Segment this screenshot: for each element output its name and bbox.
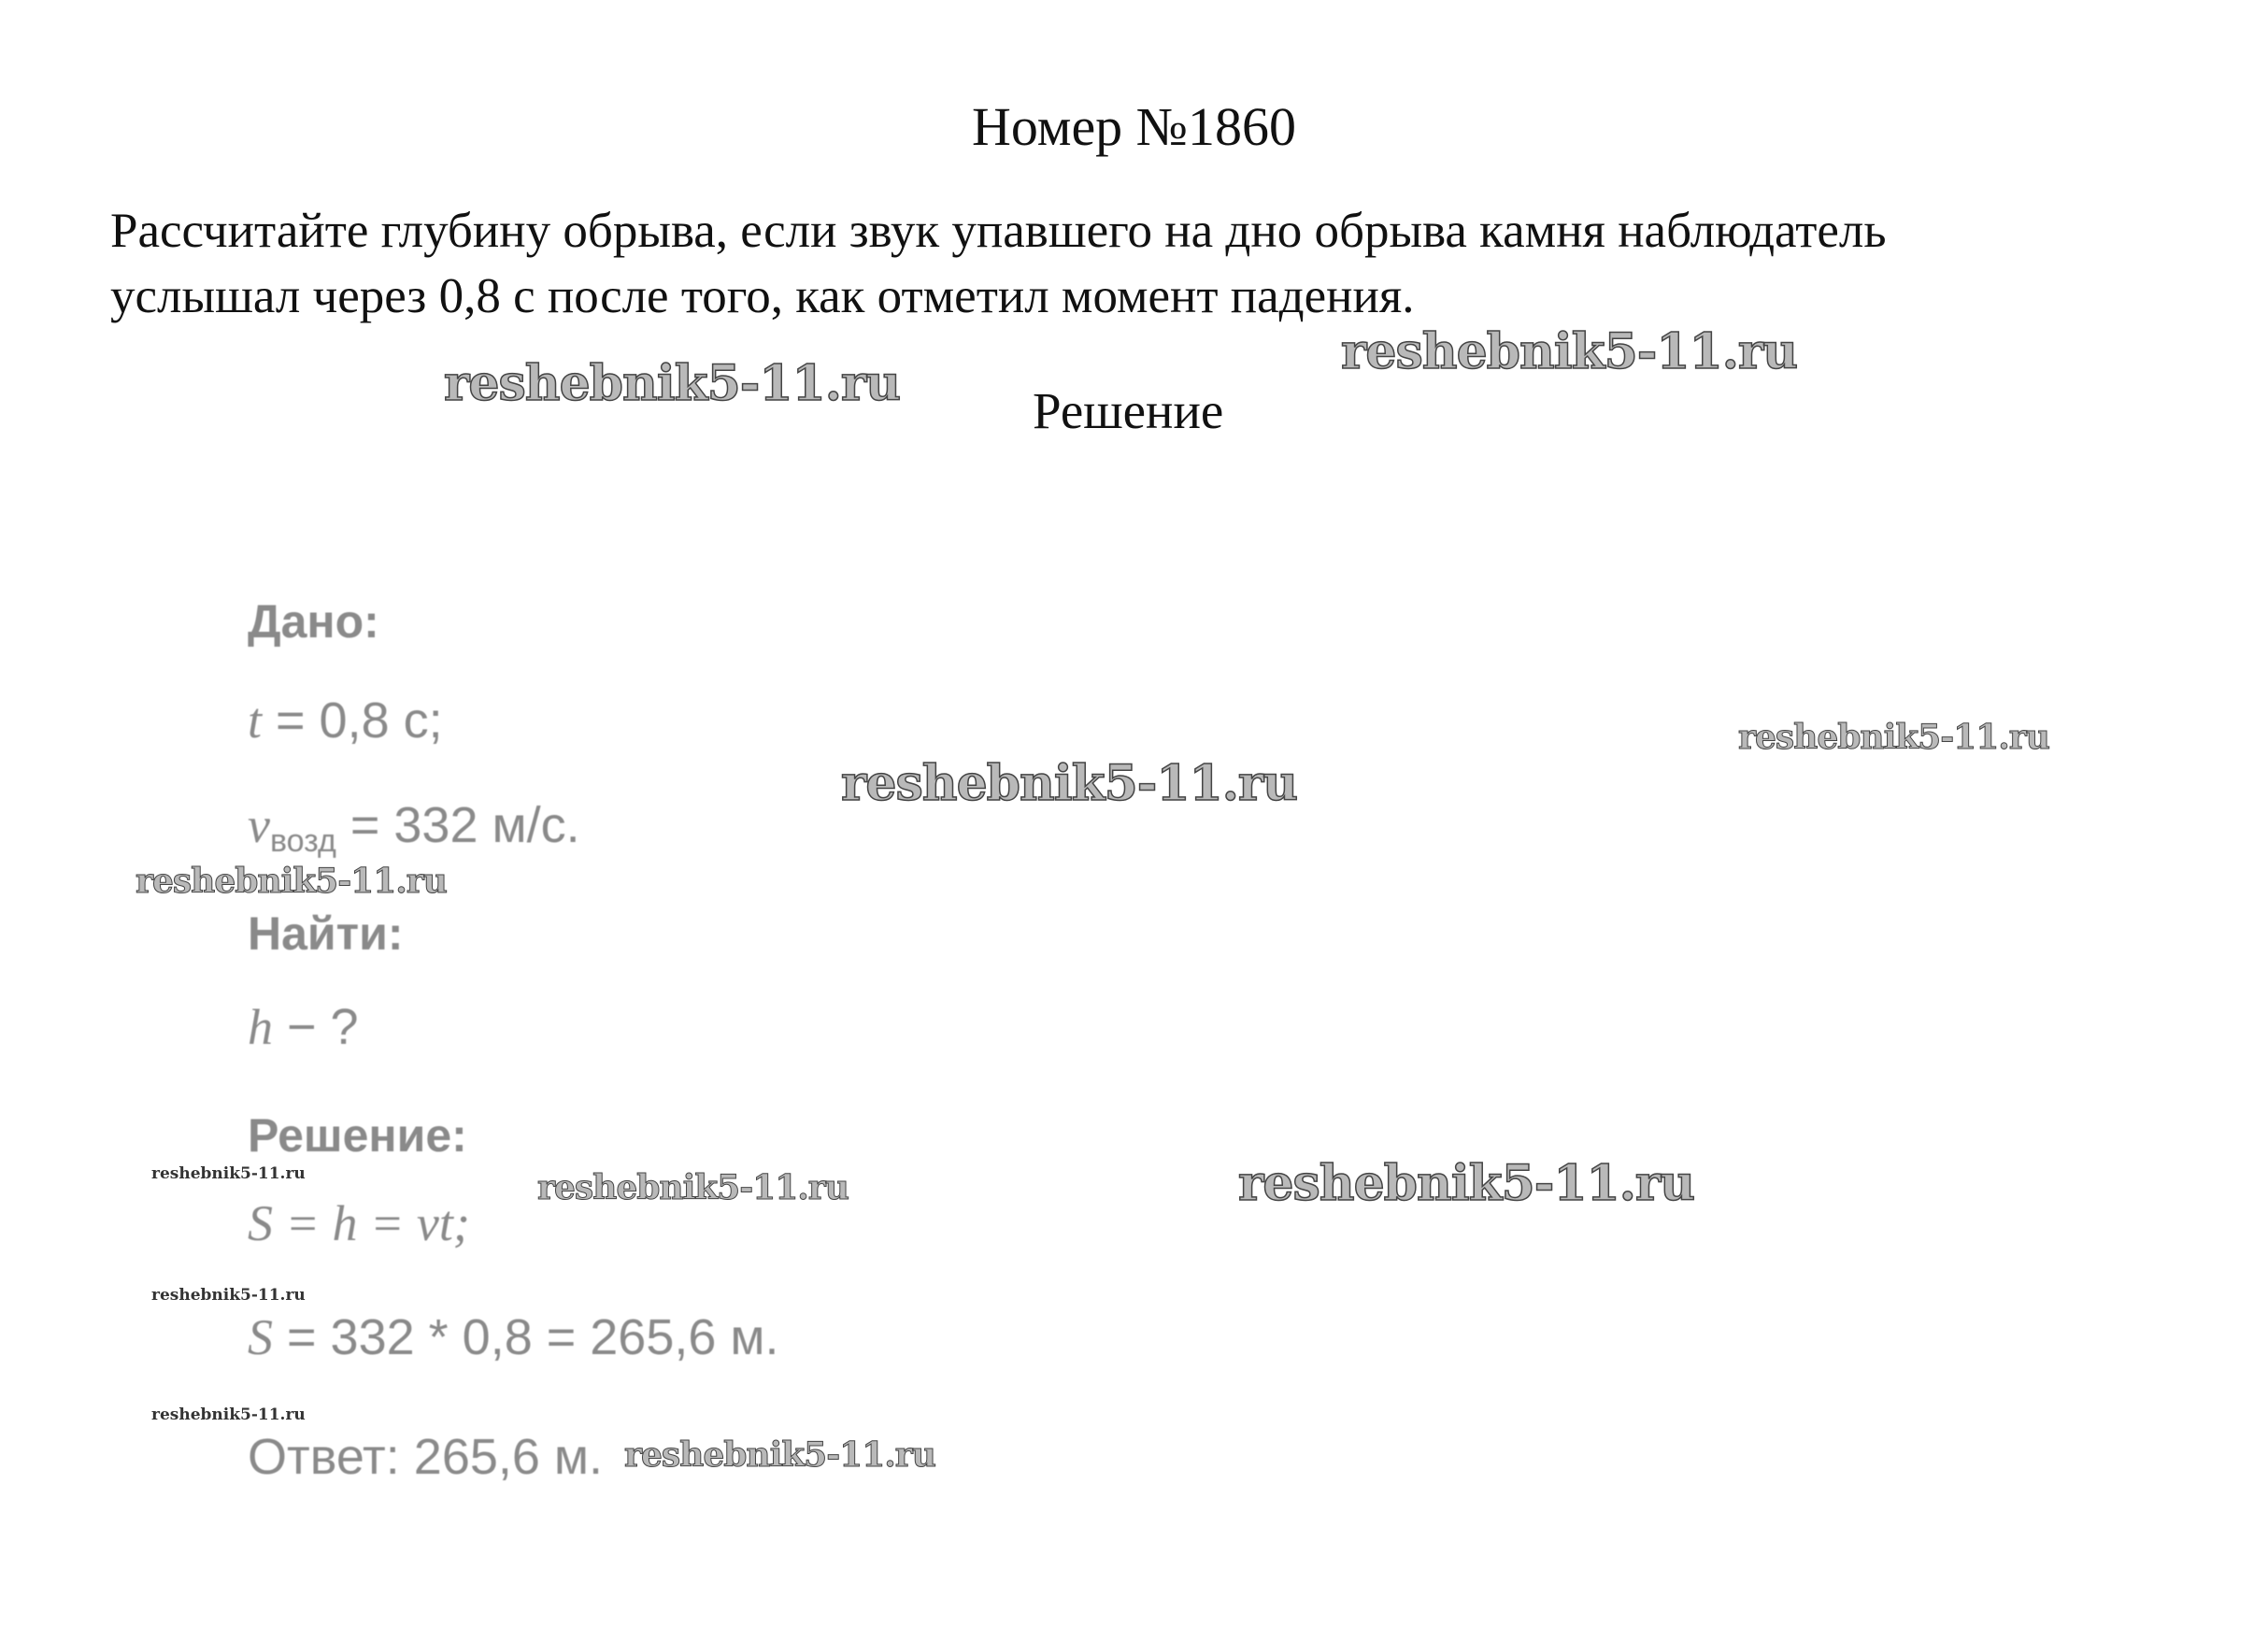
watermark: reshebnik5-11.ru [841, 755, 1298, 812]
given-time-value: = 0,8 с; [262, 692, 443, 749]
watermark: reshebnik5-11.ru [151, 1406, 306, 1424]
solution-heading: Решение [1033, 382, 1224, 439]
watermark: reshebnik5-11.ru [444, 355, 901, 412]
watermark: reshebnik5-11.ru [136, 862, 447, 901]
problem-line-1: Рассчитайте глубину обрыва, если звук упавшего на дно обрыва камня наблюдатель [110, 204, 1887, 258]
watermark: reshebnik5-11.ru [624, 1435, 935, 1475]
given-velocity-var: v [248, 797, 270, 853]
given-time [248, 692, 443, 749]
calculation-rest: = 332 * 0,8 = 265,6 м. [273, 1309, 779, 1365]
find-label: Найти: [248, 907, 404, 960]
watermark: reshebnik5-11.ru [1341, 323, 1798, 380]
problem-line-2: услышал через 0,8 с после того, как отметил момент падения. [110, 269, 1415, 323]
page-title: Номер №1860 [971, 96, 1297, 157]
watermark: reshebnik5-11.ru [151, 1286, 306, 1305]
calculation-var: S [248, 1309, 273, 1365]
given-velocity-sub: возд [269, 823, 336, 859]
find-value [248, 998, 359, 1056]
watermark: reshebnik5-11.ru [151, 1164, 306, 1183]
answer: Ответ: 265,6 м. [248, 1429, 604, 1485]
watermark: reshebnik5-11.ru [1738, 718, 2049, 757]
calculation [248, 1308, 779, 1366]
formula [248, 1194, 470, 1252]
watermark: reshebnik5-11.ru [1238, 1155, 1695, 1212]
given-velocity [248, 796, 580, 860]
formula-text: S = h = vt; [248, 1195, 470, 1251]
watermark: reshebnik5-11.ru [537, 1168, 849, 1207]
given-velocity-value: = 332 м/с. [335, 797, 580, 853]
solution-label: Решение: [248, 1109, 467, 1162]
find-rest: − ? [273, 999, 359, 1055]
find-var: h [248, 999, 273, 1055]
given-time-var: t [248, 692, 263, 749]
problem-statement [110, 198, 1887, 329]
given-label: Дано: [248, 595, 379, 648]
